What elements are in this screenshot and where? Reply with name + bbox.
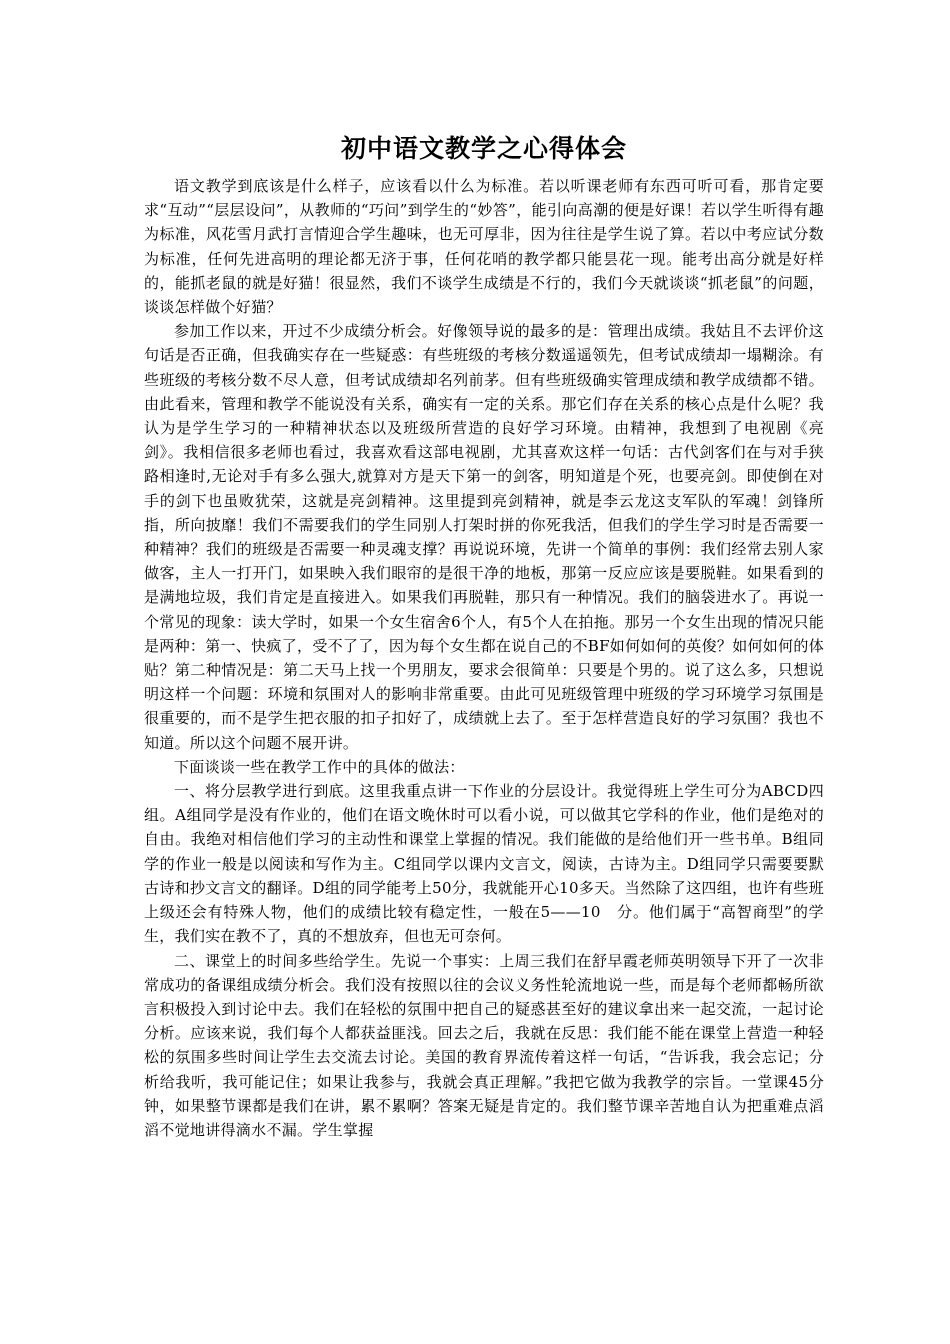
paragraph-intro: 语文教学到底该是什么样子，应该看以什么为标准。若以听课老师有东西可听可看，那肯定要求“互动”“层层设问”，从教师的“巧问”到学生的“妙答”，能引向高潮的便是好课！若以学生听得有趣为标准，风花雪月武打言情迎合学生趣味，也无可厚非，因为往往是学生说了算。若以中考应试分数为标准，任何先进高明的理论都无济于事，任何花哨的教学都只能昙花一现。能考出高分就是好样的，能抓老鼠的就是好猫！很显然，我们不谈学生成绩是不行的，我们今天就谈谈“抓老鼠”的问题，谈谈怎样做个好猫？: [144, 177, 824, 317]
paragraph-practices-intro: 下面谈谈一些在教学工作中的具体的做法：: [174, 757, 465, 776]
paragraph-classroom-time: 二、课堂上的时间多些给学生。先说一个事实：上周三我们在舒早霞老师英明领导下开了一次非常成功的备课组成绩分析会。我们没有按照以往的会议义务性轮流地说一些，而是每个老师都畅所欲言积极投入到讨论中去。我们在轻松的氛围中把自己的疑惑甚至好的建议拿出来一起交流，一起讨论分析。应该来说，我们每个人都获益匪浅。回去之后，我就在反思：我们能不能在课堂上营造一种轻松的氛围多些时间让学生去交流去讨论。美国的教育界流传着这样一句话，“告诉我，我会忘记；分析给我听，我可能记住；如果让我参与，我就会真正理解。”我把它做为我教学的宗旨。一堂课45分钟，如果整节课都是我们在讲，累不累啊？答案无疑是肯定的。我们整节课辛苦地自认为把重难点滔滔不觉地讲得滴水不漏。学生掌握: [144, 951, 824, 1139]
paragraph-layered-teaching: 一、将分层教学进行到底。这里我重点讲一下作业的分层设计。我觉得班上学生可分为ABCD四组。A组同学是没有作业的，他们在语文晚休时可以看小说，可以做其它学科的作业，他们是绝对的自由。我绝对相信他们学习的主动性和课堂上掌握的情况。我们能做的是给他们开一些书单。B组同学的作业一般是以阅读和写作为主。C组同学以课内文言文，阅读，古诗为主。D组同学只需要要默古诗和抄文言文的翻译。D组的同学能考上50分，我就能开心10多天。当然除了这四组，也许有些班上级还会有特殊人物，他们的成绩比较有稳定性，一般在5——10 分。他们属于“高智商型”的学生，我们实在教不了，真的不想放弃，但也无可奈何。: [144, 782, 824, 946]
paragraph-management: 参加工作以来，开过不少成绩分析会。好像领导说的最多的是：管理出成绩。我姑且不去评价这句话是否正确，但我确实存在一些疑惑：有些班级的考核分数遥遥领先，但考试成绩却一塌糊涂。有些班级的考核分数不尽人意，但考试成绩却名列前茅。但有些班级确实管理成绩和教学成绩都不错。由此看来，管理和教学不能说没有关系，确实有一定的关系。那它们存在关系的核心点是什么呢？我认为是学生学习的一种精神状态以及班级所营造的良好学习环境。由精神，我想到了电视剧《亮剑》。我相信很多老师也看过，我喜欢看这部电视剧，尤其喜欢这样一句话：古代剑客们在与对手狭路相逢时,无论对手有多么强大,就算对方是天下第一的剑客，明知道是个死，也要亮剑。即使倒在对手的剑下也虽败犹荣，这就是亮剑精神。这里提到亮剑精神，就是李云龙这支军队的军魂！剑锋所指，所向披靡！我们不需要我们的学生同别人打架时拼的你死我活，但我们的学生学习时是否需要一种精神？我们的班级是否需要一种灵魂支撑？再说说环境，先讲一个简单的事例：我们经常去别人家做客，主人一打开门，如果映入我们眼帘的是很干净的地板，那第一反应应该是要脱鞋。如果看到的是满地垃圾，我们肯定是直接进入。如果我们再脱鞋，那只有一种情况。我们的脑袋进水了。再说一个常见的现象：读大学时，如果一个女生宿舍6个人，有5个人在拍拖。那另一个女生出现的情况只能是两种：第一、快疯了，受不了了，因为每个女生都在说自己的不BF如何如何的英俊？如何如何的体贴？第二种情况是：第二天马上找一个男朋友，要求会很简单：只要是个男的。说了这么多，只想说明这样一个问题：环境和氛围对人的影响非常重要。由此可见班级管理中班级的学习环境学习氛围是很重要的，而不是学生把衣服的扣子扣好了，成绩就上去了。至于怎样营造良好的学习氛围？我也不知道。所以这个问题不展开讲。: [144, 322, 824, 752]
document-title: 初中语文教学之心得体会: [340, 134, 627, 163]
document-page: [144, 128, 824, 1142]
